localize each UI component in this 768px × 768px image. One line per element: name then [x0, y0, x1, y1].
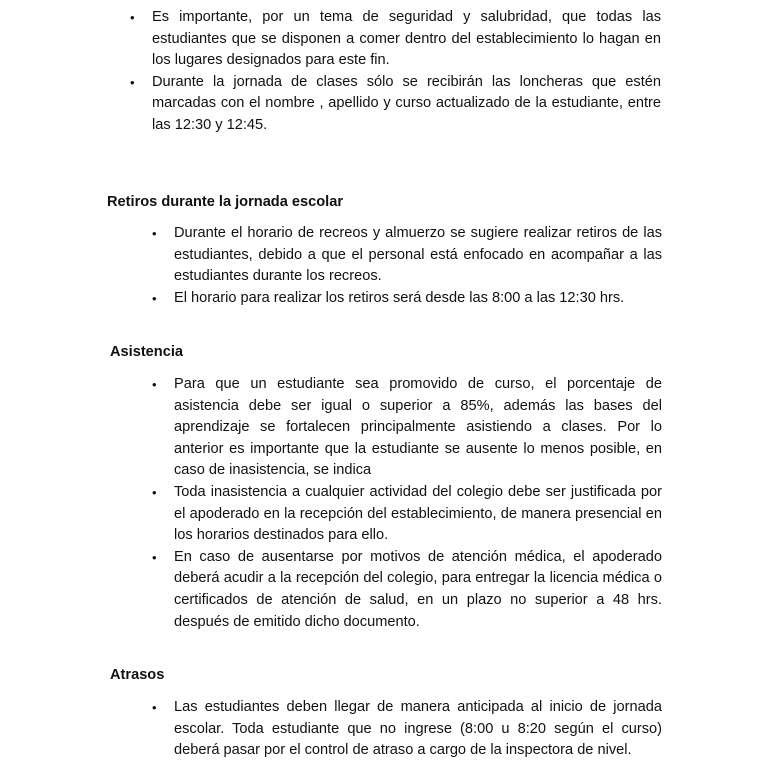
asistencia-list: [152, 374, 662, 633]
bullet-icon: •: [152, 226, 157, 241]
list-item: [152, 547, 662, 633]
section-heading-asistencia: Asistencia: [110, 344, 184, 360]
list-item-text: Durante el horario de recreos y almuerzo se sugiere realizar retiros de las estudiantes, debido a que el personal está enfocado en acompañar a las estudiantes durante los recreos.: [174, 225, 662, 285]
list-item-text: Durante la jornada de clases sólo se recibirán las loncheras que estén marcadas con el nombre , apellido y curso actualizado de la estudiante, entre las 12:30 y 12:45.: [152, 73, 661, 133]
bullet-icon: •: [152, 290, 157, 306]
list-item-text: Para que un estudiante sea promovido de curso, el porcentaje de asistencia debe ser igual o superior a 85%, además las bases del aprendizaje se fortalecen principalmente asistiendo a clases. Por lo anterior es importante que la estudiante se ausente lo menos posible, en caso de inasistencia, se indica: [174, 376, 662, 479]
atrasos-list: [152, 697, 662, 762]
retiros-list: [152, 223, 662, 309]
list-item: [130, 7, 661, 72]
list-item-text: El horario para realizar los retiros será desde las 8:00 a las 12:30 hrs.: [174, 289, 625, 306]
list-item-text: En caso de ausentarse por motivos de atención médica, el apoderado deberá acudir a la recepción del colegio, para entregar la licencia médica o certificados de atención de salud, en un plazo no superior a 48 hrs. después de emitido dicho documento.: [174, 548, 662, 630]
bullet-icon: •: [152, 377, 157, 392]
bullet-icon: •: [152, 549, 157, 565]
list-item: [152, 223, 662, 288]
bullet-icon: •: [130, 10, 135, 25]
list-item: [130, 72, 661, 137]
list-item-text: Las estudiantes deben llegar de manera anticipada al inicio de jornada escolar. Toda estudiante que no ingrese (8:00 u 8:20 según el curso) deberá pasar por el control de atraso a cargo de la inspectora de nivel.: [174, 699, 662, 759]
list-item-text: Es importante, por un tema de seguridad y salubridad, que todas las estudiantes que se disponen a comer dentro del establecimiento lo hagan en los lugares designados para este fin.: [152, 9, 661, 69]
section-heading-retiros: Retiros durante la jornada escolar: [107, 194, 344, 210]
list-item: [152, 697, 662, 762]
list-item-text: Toda inasistencia a cualquier actividad del colegio debe ser justificada por el apoderado en la recepción del establecimiento, de manera presencial en los horarios destinados para ello.: [174, 483, 662, 544]
list-item: [152, 374, 662, 482]
section-heading-atrasos: Atrasos: [110, 667, 165, 683]
bullet-icon: •: [130, 74, 135, 90]
bullet-icon: •: [152, 700, 157, 715]
bullet-icon: •: [152, 484, 157, 500]
list-item: [152, 288, 662, 310]
list-item: [152, 482, 662, 547]
lunch-rules-list: [130, 7, 661, 137]
